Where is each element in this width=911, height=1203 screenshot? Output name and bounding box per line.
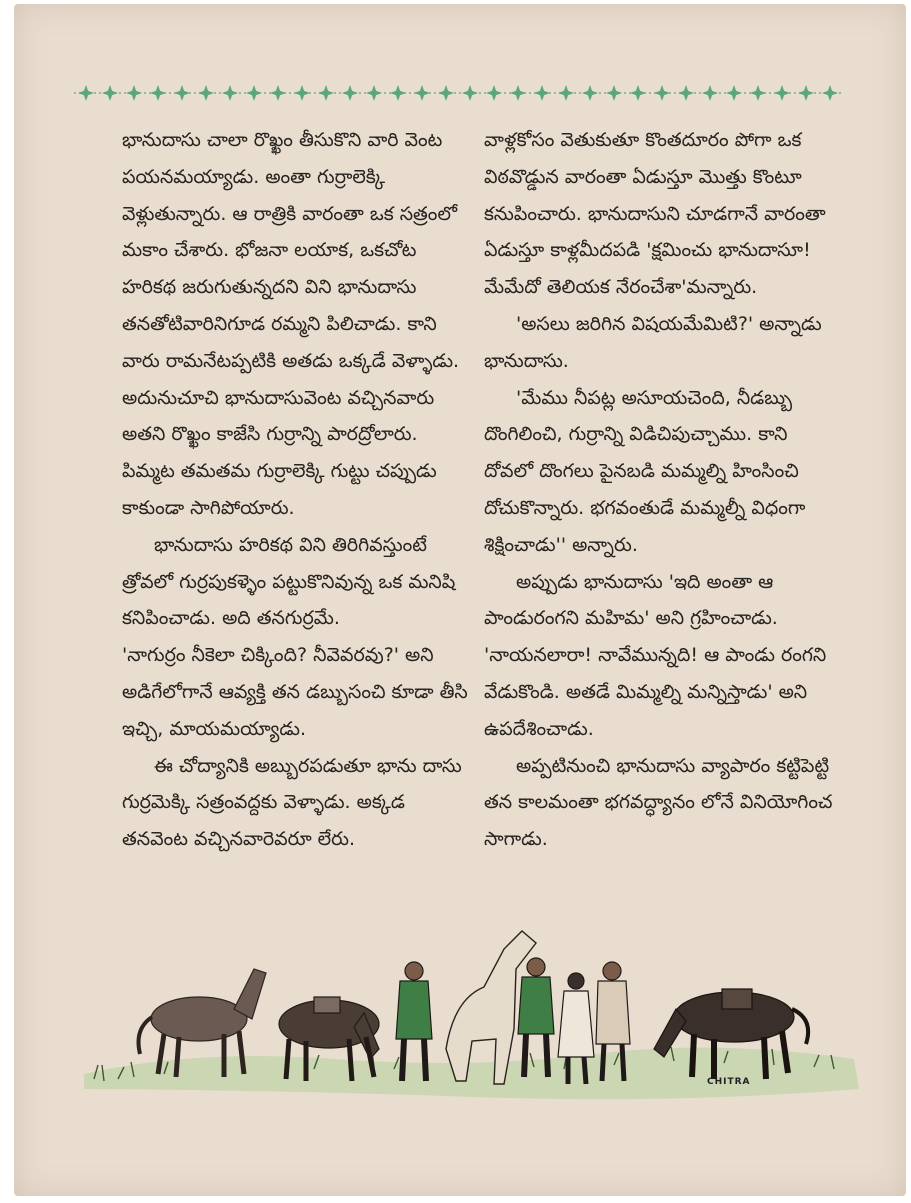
border-star-ornament: [318, 85, 334, 101]
border-star-ornament: [654, 85, 670, 101]
border-star-ornament: [342, 85, 358, 101]
border-star-ornament: [702, 85, 718, 101]
border-star-ornament: [150, 85, 166, 101]
right-text-column: [484, 122, 834, 858]
book-page: [14, 4, 906, 1196]
decorative-border: [74, 82, 844, 104]
border-star-ornament: [438, 85, 454, 101]
left-text-column: [122, 122, 472, 858]
border-star-ornament: [102, 85, 118, 101]
border-star-ornament: [534, 85, 550, 101]
border-star-ornament: [510, 85, 526, 101]
border-star-ornament: [630, 85, 646, 101]
border-star-ornament: [798, 85, 814, 101]
border-star-ornament: [198, 85, 214, 101]
border-star-ornament: [774, 85, 790, 101]
border-star-ornament: [390, 85, 406, 101]
border-star-ornament: [750, 85, 766, 101]
paragraph: 'నాగుర్రం నీకెలా చిక్కింది? నీవెవరవు?' అని అడిగేలోగానే ఆవ్యక్తి తన డబ్బుసంచి కూడా తీసి ఇచ్చి, మాయమయ్యాడు.: [122, 644, 468, 740]
border-star-ornament: [558, 85, 574, 101]
border-star-ornament: [222, 85, 238, 101]
border-star-ornament: [174, 85, 190, 101]
paragraph: వాళ్లకోసం వెతుకుతూ కొంతదూరం పోగా ఒక విఠవొడ్డున వారంతా ఏడుస్తూ మొత్తు కొంటూ కనుపించారు. భానుదాసుని చూడగానే వారంతా ఏడుస్తూ కాళ్లమీదపడి 'క్షమించు భానుదాసూ! మేమేదో తెలియక నేరంచేశా'మన్నారు.: [484, 129, 826, 299]
border-star-ornament: [822, 85, 838, 101]
artist-signature: CHITRA: [707, 1077, 751, 1087]
border-star-ornament: [414, 85, 430, 101]
border-star-ornament: [462, 85, 478, 101]
border-star-ornament: [294, 85, 310, 101]
paragraph: భానుదాసు హరికథ విని తిరిగివస్తుంటే త్రోవలో గుర్రపుకళ్ళెం పట్టుకొనివున్న ఒక మనిషి కనిపించాడు. అది తనగుర్రమే.: [122, 533, 456, 630]
border-star-ornament: [606, 85, 622, 101]
paragraph: అప్పటినుంచి భానుదాసు వ్యాపారం కట్టిపెట్టి తన కాలమంతా భగవద్ధ్యానం లోనే వినియోగించ సాగాడు.: [484, 754, 833, 851]
border-star-ornament: [582, 85, 598, 101]
border-star-ornament: [726, 85, 742, 101]
border-star-ornament: [678, 85, 694, 101]
border-star-ornament: [270, 85, 286, 101]
paragraph: 'అసలు జరిగిన విషయమేమిటి?' అన్నాడు భానుదాసు.: [484, 312, 822, 372]
paragraph: ఈ చోద్యానికి అబ్బురపడుతూ భాను దాసు గుర్రమెక్కి సత్రంవద్దకు వెళ్ళాడు. అక్కడ తనవెంట వచ్చినవారెవరూ లేరు.: [122, 754, 462, 851]
border-star-ornament: [246, 85, 262, 101]
border-star-ornament: [486, 85, 502, 101]
paragraph: భానుదాసు చాలా రొఖ్ఖం తీసుకొని వారి వెంట పయనమయ్యాడు. అంతా గుర్రాలెక్కి వెళ్లుతున్నారు. ఆ రాత్రికి వారంతా ఒక సత్రంలో మకాం చేశారు. భోజనా లయాక, ఒకచోట హరికథ జరుగుతున్నదని విని భానుదాసు తనతోటివారినిగూడ రమ్మని పిలిచాడు. కాని వారు రామనేటప్పటికి అతడు ఒక్కడే వెళ్ళాడు. అదునుచూచి భానుదాసువెంట వచ్చినవారు అతని రొఖ్ఖం కాజేసి గుర్రాన్ని పారద్రోలారు. పిమ్మట తమతమ గుర్రాలెక్కి గుట్టు చప్పుడు కాకుండా సాగిపోయారు.: [122, 129, 460, 519]
paragraph: 'మేము నీపట్ల అసూయచెంది, నీడబ్బు దొంగిలించి, గుర్రాన్ని విడిచిపుచ్చాము. కాని దోవలో దొంగలు పైనబడి మమ్మల్ని హింసించి దోచుకొన్నారు. భగవంతుడే మమ్మల్నీ విధంగా శిక్షించాడు'' అన్నారు.: [484, 386, 806, 556]
border-star-ornament: [366, 85, 382, 101]
border-star-ornament: [126, 85, 142, 101]
paragraph: అప్పుడు భానుదాసు 'ఇది అంతా ఆ పాండురంగని మహిమ' అని గ్రహించాడు. 'నాయనలారా! నావేమున్నది! ఆ పాండు రంగని వేడుకొండి. అతడే మిమ్మల్ని మన్నిస్తాడు' అని ఉపదేశించాడు.: [484, 570, 827, 740]
border-star-ornament: [78, 85, 94, 101]
